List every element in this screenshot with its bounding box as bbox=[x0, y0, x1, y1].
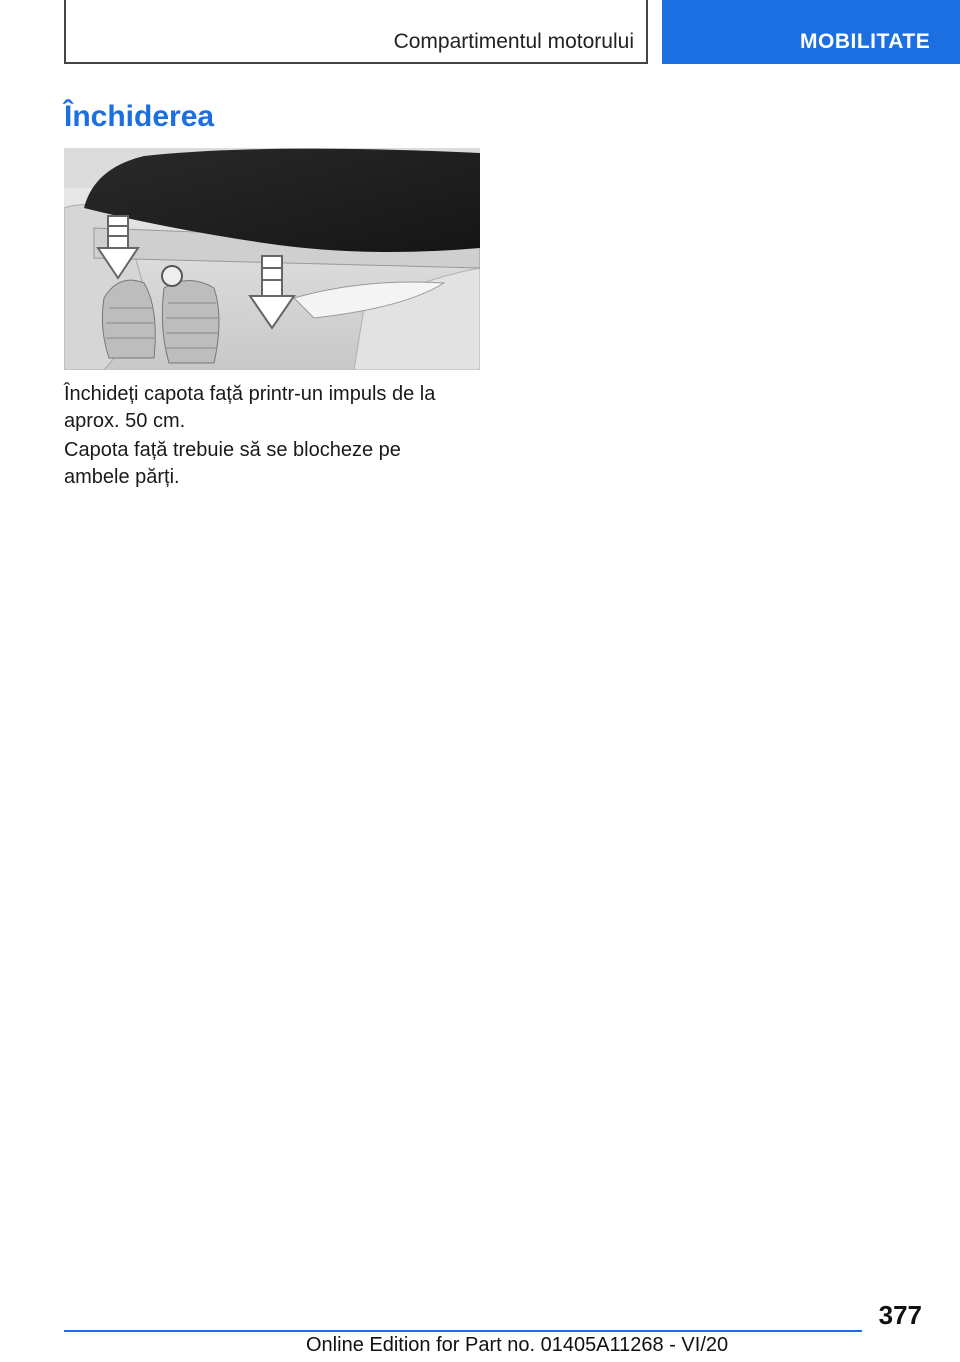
header-section-label: MOBILITATE bbox=[800, 30, 931, 53]
footer-edition: Online Edition for Part no. 01405A11268 - VI/20 bbox=[306, 1334, 729, 1356]
header-chapter-title: Compartimentul motorului bbox=[393, 30, 634, 53]
header-section-tab bbox=[662, 0, 960, 64]
page-number: 377 bbox=[878, 1300, 922, 1330]
body-paragraph-2: Capota față trebuie să se blocheze pe ambele părți. bbox=[64, 439, 401, 488]
hood-closing-illustration bbox=[64, 148, 480, 370]
body-paragraph-1: Închideți capota față printr-un impuls de la aprox. 50 cm. bbox=[64, 383, 436, 432]
section-title: Închiderea bbox=[64, 100, 215, 133]
footer-divider bbox=[64, 1330, 862, 1332]
header-chapter-box bbox=[64, 0, 648, 64]
car-front-drawing bbox=[64, 148, 480, 370]
